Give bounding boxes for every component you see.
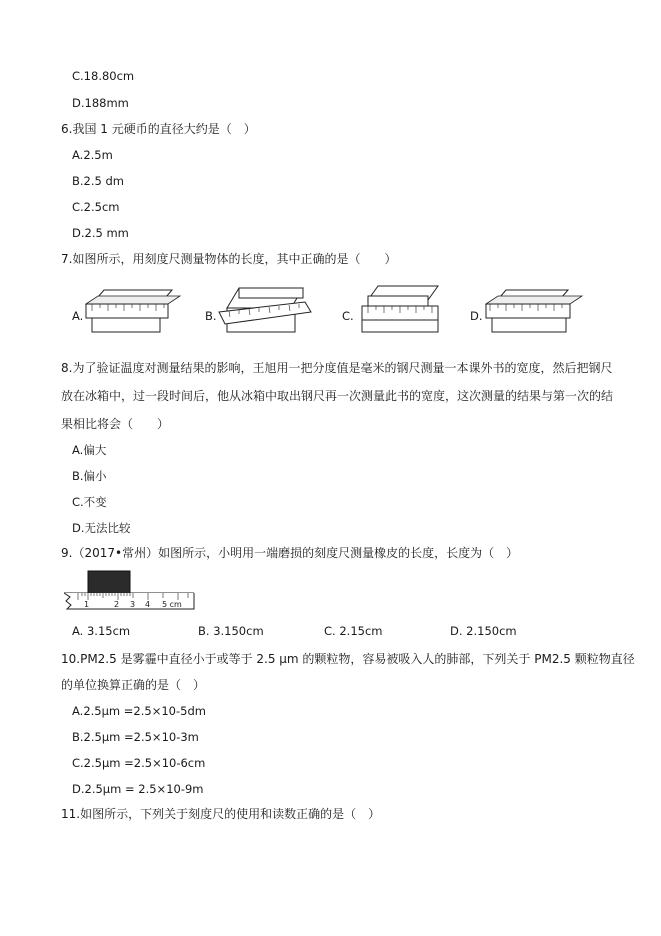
- option-d: D.188mm: [72, 96, 129, 110]
- option-a: A.2.5μm =2.5×10-5dm: [72, 704, 206, 718]
- option-d: D.无法比较: [72, 521, 131, 535]
- ruler-label-5cm: 5 cm: [162, 600, 182, 609]
- ruler-block-diagram: [205, 282, 325, 334]
- question-8-stem-line-1: 8.为了验证温度对测量结果的影响，王旭用一把分度值是毫米的钢尺测量一本课外书的宽度，然后把钢尺: [61, 361, 613, 375]
- figure-7d-label: D.: [470, 309, 483, 323]
- question-8-stem-line-3: 果相比将会（ ）: [61, 417, 170, 431]
- figure-7b-label: B.: [205, 309, 217, 323]
- figure-7b: [205, 282, 325, 334]
- option-d: D. 2.150cm: [450, 624, 517, 638]
- ruler-label-3: 3: [130, 600, 136, 609]
- option-d: D.2.5 mm: [72, 226, 129, 240]
- figure-9-ruler-eraser: [64, 569, 196, 613]
- option-b: B. 3.150cm: [198, 624, 264, 638]
- option-c: C.2.5cm: [72, 200, 120, 214]
- ruler-block-diagram: [340, 282, 460, 334]
- figure-7a: [70, 282, 190, 334]
- question-11-stem: 11.如图所示，下列关于刻度尺的使用和读数正确的是（ ）: [61, 807, 381, 821]
- figure-7c: [340, 282, 460, 334]
- option-c: C.18.80cm: [72, 69, 135, 83]
- ruler-label-1: 1: [84, 600, 90, 609]
- question-6-stem: 6.我国 1 元硬币的直径大约是（ ）: [61, 122, 256, 136]
- option-d: D.2.5μm = 2.5×10-9m: [72, 782, 204, 796]
- question-8-stem-line-2: 放在冰箱中，过一段时间后，他从冰箱中取出钢尺再一次测量此书的宽度，这次测量的结果与第一次的结: [61, 389, 614, 403]
- figure-7a-label: A.: [72, 309, 84, 323]
- ruler-label-4: 4: [145, 600, 151, 609]
- question-9-stem: 9.（2017•常州）如图所示，小明用一端磨损的刻度尺测量橡皮的长度，长度为（ ）: [61, 546, 519, 560]
- option-b: B.偏小: [72, 469, 107, 483]
- question-7-stem: 7.如图所示，用刻度尺测量物体的长度，其中正确的是（ ）: [61, 252, 397, 266]
- option-b: B.2.5μm =2.5×10-3m: [72, 730, 199, 744]
- option-c: C.2.5μm =2.5×10-6cm: [72, 756, 206, 770]
- option-b: B.2.5 dm: [72, 174, 124, 188]
- question-10-stem-line-2: 的单位换算正确的是（ ）: [61, 678, 206, 692]
- ruler-block-diagram: [470, 282, 590, 334]
- question-10-stem-line-1: 10.PM2.5 是雾霾中直径小于或等于 2.5 μm 的颗粒物，容易被吸入人的肺部，下列关于 PM2.5 颗粒物直径: [61, 652, 635, 666]
- option-c: C. 2.15cm: [324, 624, 383, 638]
- option-a: A. 3.15cm: [72, 624, 131, 638]
- option-a: A.2.5m: [72, 148, 113, 162]
- option-a: A.偏大: [72, 443, 107, 457]
- figure-7c-label: C.: [342, 309, 354, 323]
- ruler-block-diagram: [70, 282, 190, 334]
- ruler-label-2: 2: [114, 600, 120, 609]
- figure-7d: [470, 282, 590, 334]
- worn-ruler-diagram: [64, 569, 196, 613]
- option-c: C.不变: [72, 495, 107, 509]
